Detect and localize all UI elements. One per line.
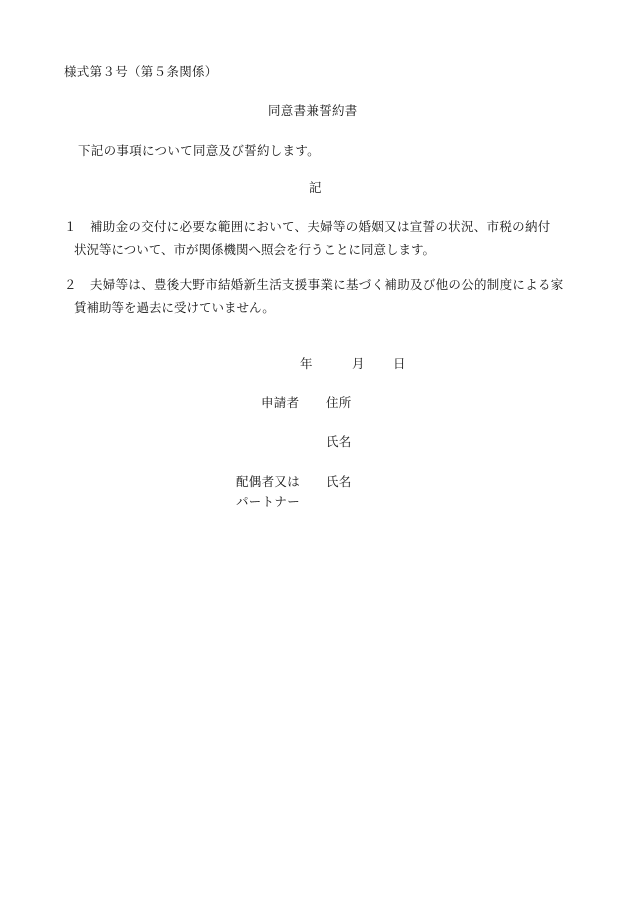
date-day-label: 日 — [393, 356, 406, 371]
spouse-label-line2: パートナー — [236, 494, 301, 509]
clause-number: ２ — [64, 277, 77, 292]
clause-text-line1: 夫婦等は、豊後大野市結婚新生活支援事業に基づく補助及び他の公的制度による家 — [90, 277, 564, 292]
clause-text-line2: 状況等について、市が関係機関へ照会を行うことに同意します。 — [74, 242, 436, 257]
applicant-label: 申請者 — [261, 395, 300, 410]
date-month-label: 月 — [352, 356, 365, 371]
clause-text-line1: 補助金の交付に必要な範囲において、夫婦等の婚姻又は宣誓の状況、市税の納付 — [90, 219, 551, 234]
spouse-name-label: 氏名 — [326, 474, 352, 489]
clause-item-2 — [64, 279, 584, 325]
applicant-name-label: 氏名 — [326, 434, 352, 449]
clause-item-1 — [64, 221, 584, 267]
date-year-label: 年 — [300, 356, 313, 371]
clause-text-line2: 賃補助等を過去に受けていません。 — [74, 300, 275, 315]
form-label: 様式第３号（第５条関係） — [64, 64, 218, 79]
intro-text: 下記の事項について同意及び誓約します。 — [78, 143, 320, 158]
clause-number: １ — [64, 219, 77, 234]
applicant-address-label: 住所 — [326, 395, 352, 410]
spouse-label-line1: 配偶者又は — [236, 474, 301, 489]
document-title: 同意書兼誓約書 — [268, 103, 358, 118]
ki-heading: 記 — [309, 180, 322, 195]
